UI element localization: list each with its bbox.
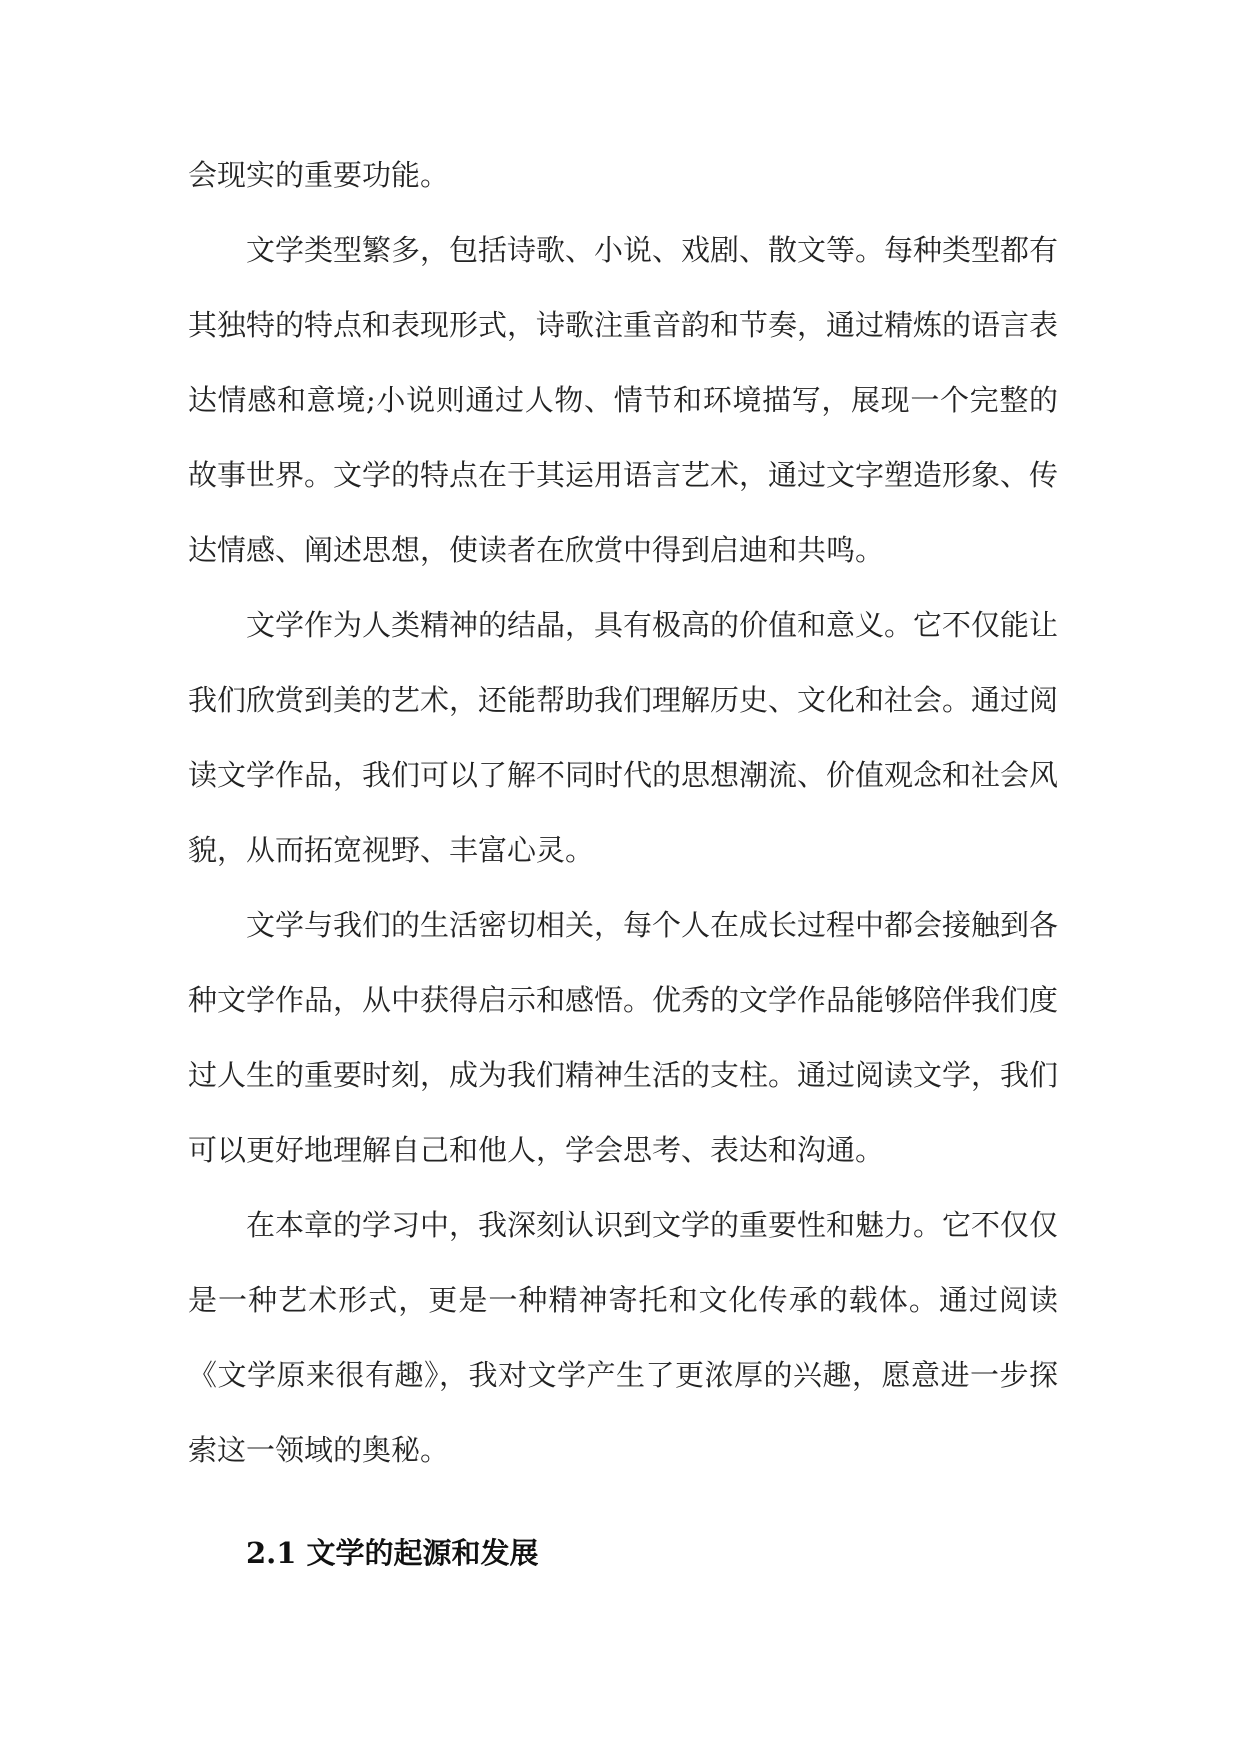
paragraph-literature-value: 文学作为人类精神的结晶，具有极高的价值和意义。它不仅能让我们欣赏到美的艺术，还能帮助我们理解历史、文化和社会。通过阅读文学作品，我们可以了解不同时代的思想潮流、价值观念和社会风貌，从而拓宽视野、丰富心灵。 [188, 608, 1059, 867]
paragraph-continuation: 会现实的重要功能。 [188, 158, 450, 192]
document-body [188, 138, 1058, 1591]
paragraph-literature-life: 文学与我们的生活密切相关，每个人在成长过程中都会接触到各种文学作品，从中获得启示和感悟。优秀的文学作品能够陪伴我们度过人生的重要时刻，成为我们精神生活的支柱。通过阅读文学，我们可以更好地理解自己和他人，学会思考、表达和沟通。 [188, 908, 1059, 1167]
section-heading: 2.1 文学的起源和发展 [246, 1536, 539, 1570]
paragraph-literature-types: 文学类型繁多，包括诗歌、小说、戏剧、散文等。每种类型都有其独特的特点和表现形式，诗歌注重音韵和节奏，通过精炼的语言表达情感和意境;小说则通过人物、情节和环境描写，展现一个完整的故事世界。文学的特点在于其运用语言艺术，通过文字塑造形象、传达情感、阐述思想，使读者在欣赏中得到启迪和共鸣。 [188, 233, 1059, 567]
paragraph-chapter-reflection: 在本章的学习中，我深刻认识到文学的重要性和魅力。它不仅仅是一种艺术形式，更是一种精神寄托和文化传承的载体。通过阅读《文学原来很有趣》，我对文学产生了更浓厚的兴趣，愿意进一步探索这一领域的奥秘。 [188, 1208, 1059, 1467]
